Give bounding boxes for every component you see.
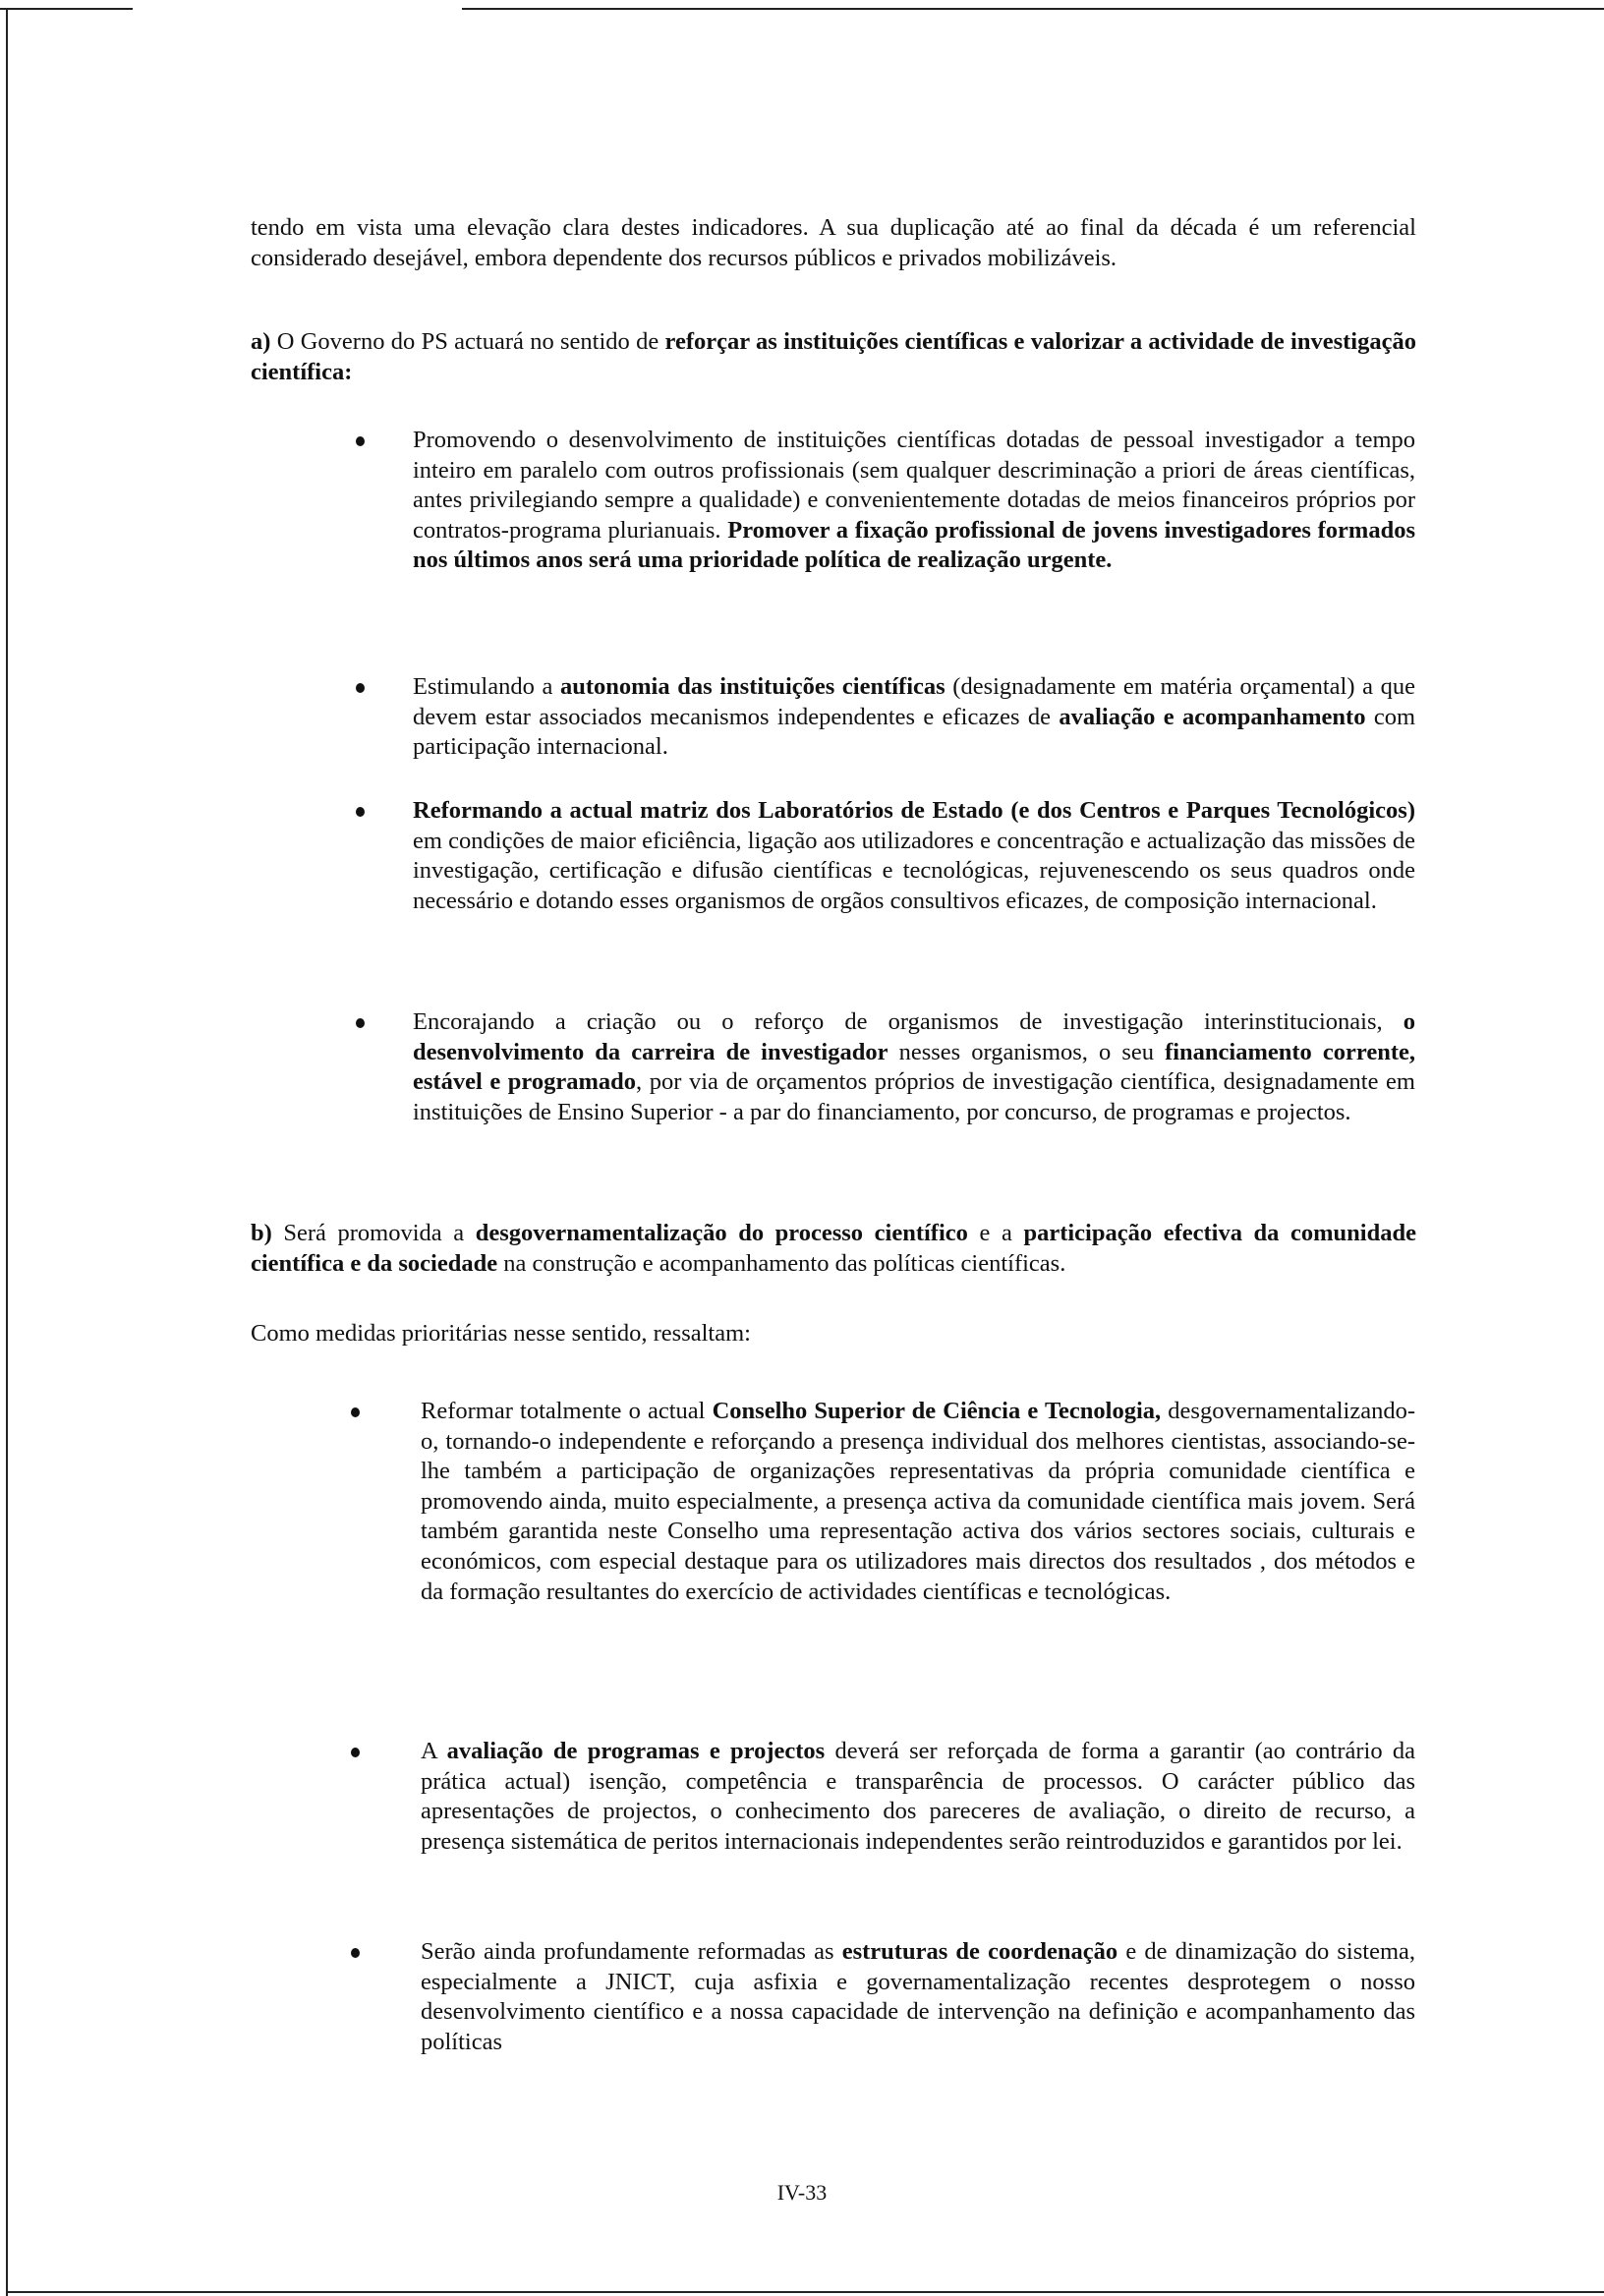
bold-text: desgovernamentalização do processo científico — [475, 1220, 968, 1246]
bullet-item — [413, 796, 1415, 916]
text: tendo em vista uma elevação clara destes indicadores. A sua duplicação até ao final da década é um referencial considerado desejável, embora dependente dos recursos públicos e privados mobilizáveis. — [251, 214, 1416, 271]
text: deverá ser reforçada de forma a garantir (ao contrário da prática actual) isenção, competência e transparência de processos. O carácter público das apresentações de projectos, o conhecimento dos pareceres de avaliação, o direito de recurso, a presença sistemática de peritos internacionais independentes serão reintroduzidos e garantidos por lei. — [421, 1738, 1415, 1855]
bold-text: participação efectiva da comunidade científica e da sociedade — [251, 1220, 1416, 1277]
text: com participação internacional. — [413, 703, 1415, 761]
scan-border-left — [6, 8, 8, 2296]
text: Serão ainda profundamente reformadas as — [421, 1938, 842, 1965]
text: Reformar totalmente o actual — [421, 1398, 713, 1424]
section-b-paragraph — [251, 1219, 1416, 1279]
section-a-heading — [251, 327, 1416, 387]
text: A — [421, 1738, 447, 1764]
bullet-icon — [351, 1948, 360, 1958]
text: Estimulando a — [413, 673, 560, 700]
bullet-icon — [356, 436, 365, 446]
bullet-icon — [351, 1748, 360, 1757]
bold-text: estruturas de coordenação — [841, 1938, 1118, 1965]
text: (designadamente em matéria orçamental) a que devem estar associados mecanismos independentes e eficazes de — [413, 673, 1415, 730]
bullet-item — [413, 426, 1415, 576]
bullet-icon — [356, 1018, 365, 1028]
bullet-icon — [351, 1407, 360, 1417]
bold-text: autonomia das instituições científicas — [559, 673, 945, 700]
text: Promovendo o desenvolvimento de instituições científicas dotadas de pessoal investigador a tempo inteiro em paralelo com outros profissionais (sem qualquer descriminação a priori de áreas científicas, antes privilegiando sempre a qualidade) e convenientemente dotadas de meios financeiros próprios por contratos-programa plurianuais. — [413, 427, 1415, 544]
bullet-icon — [356, 807, 365, 817]
text: O Governo do PS actuará no sentido de — [276, 328, 665, 355]
bullet-item — [413, 1007, 1415, 1127]
scan-border-bottom — [6, 2291, 1604, 2293]
text: Será promovida a — [283, 1220, 476, 1246]
bold-text: Conselho Superior de Ciência e Tecnologia, — [712, 1398, 1162, 1424]
bold-text: Promover a fixação profissional de jovens investigadores formados nos últimos anos será uma prioridade política de realização urgente. — [413, 516, 1415, 574]
text: nesses organismos, o seu — [888, 1038, 1166, 1065]
measures-intro — [251, 1319, 1416, 1349]
bold-text: avaliação de programas e projectos — [446, 1738, 826, 1764]
bold-text: a) — [251, 328, 277, 355]
text: , por via de orçamentos próprios de investigação científica, designadamente em instituições de Ensino Superior - a par do financiamento, por concurso, de programas e projectos. — [413, 1068, 1415, 1125]
bullet-item — [413, 672, 1415, 763]
bold-text: b) — [251, 1220, 284, 1246]
text: e a — [967, 1220, 1024, 1246]
bold-text: financiamento corrente, estável e programado — [413, 1038, 1415, 1096]
bold-text: o desenvolvimento da carreira de investigador — [413, 1008, 1415, 1065]
text: Como medidas prioritárias nesse sentido, ressaltam: — [251, 1320, 751, 1347]
bold-text: reforçar as instituições científicas e valorizar a actividade de investigação científica: — [251, 328, 1416, 385]
bullet-item — [421, 1397, 1415, 1607]
bullet-icon — [356, 683, 365, 693]
bullet-item — [421, 1737, 1415, 1857]
text: e de dinamização do sistema, especialmente a JNICT, cuja asfixia e governamentalização recentes desprotegem o nosso desenvolvimento científico e a nossa capacidade de intervenção na definição e acompanhamento das políticas — [421, 1938, 1415, 2055]
bold-text: Reformando a actual matriz dos Laboratórios de Estado (e dos Centros e Parques Tecnológicos) — [413, 797, 1415, 824]
text: Encorajando a criação ou o reforço de organismos de investigação interinstitucionais, — [413, 1008, 1404, 1035]
text: em condições de maior eficiência, ligação aos utilizadores e concentração e actualização das missões de investigação, certificação e difusão científicas e tecnológicas, rejuvenescendo os seus quadros onde necessário e dotando esses organismos de orgãos consultivos eficazes, de composição internacional. — [413, 827, 1415, 914]
text: desgovernamentalizando-o, tornando-o independente e reforçando a presença individual dos melhores cientistas, associando-se-lhe também a participação de organizações representativas da própria comunidade científica e promovendo ainda, muito especialmente, a presença activa da comunidade científica mais jovem. Será também garantida neste Conselho uma representação activa dos vários sectores sociais, culturais e económicos, com especial destaque para os utilizadores mais directos dos resultados , dos métodos e da formação resultantes do exercício de actividades científicas e tecnológicas. — [421, 1398, 1415, 1605]
page-number: IV-33 — [776, 2180, 828, 2205]
intro-paragraph — [251, 213, 1416, 273]
bold-text: avaliação e acompanhamento — [1059, 703, 1366, 730]
bullet-item — [421, 1937, 1415, 2057]
text: na construção e acompanhamento das políticas científicas. — [497, 1249, 1066, 1277]
scan-border-top — [462, 8, 1604, 10]
scan-border-top-left — [0, 8, 133, 10]
